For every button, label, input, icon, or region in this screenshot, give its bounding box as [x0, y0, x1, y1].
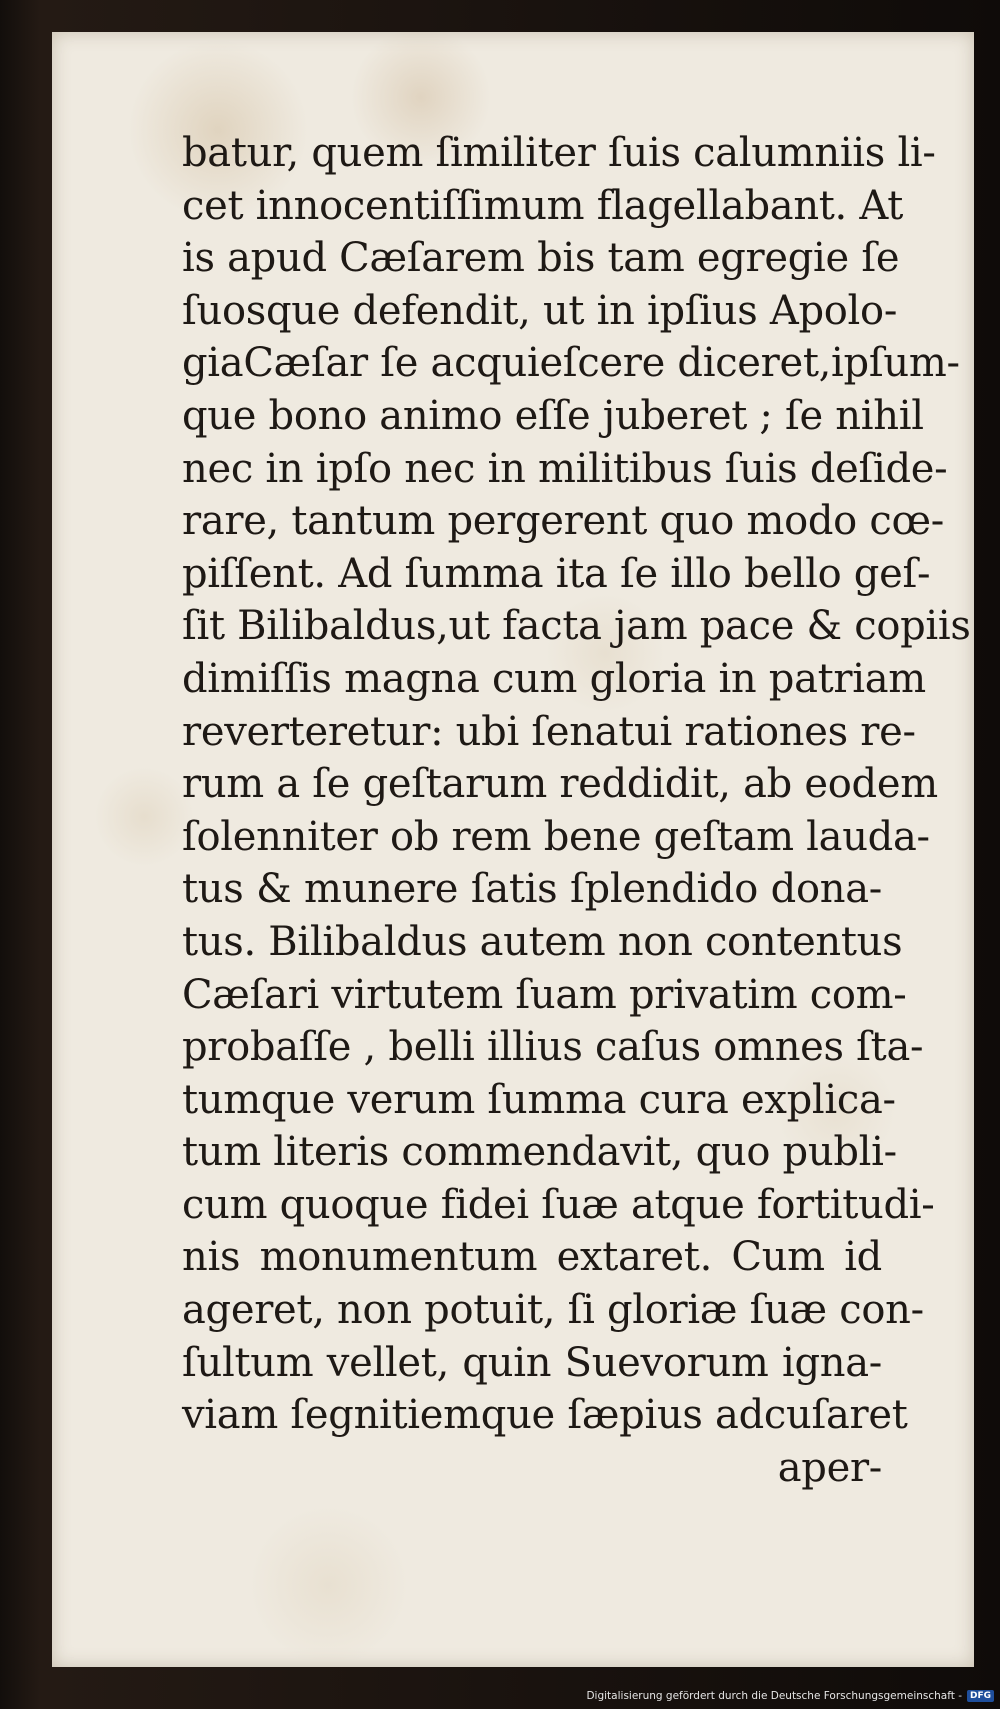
text-line: ageret, non potuit, ſi gloriæ ſuæ con- [182, 1287, 924, 1334]
book-page [52, 32, 974, 1667]
text-line: giaCæſar ſe acquieſcere diceret,ipſum- [182, 340, 960, 387]
text-line: ſultum vellet, quin Suevorum igna- [182, 1339, 882, 1386]
text-line: Cæſari virtutem ſuam privatim com- [182, 971, 907, 1018]
text-line: reverteretur: ubi ſenatui rationes re- [182, 708, 916, 755]
text-line: tus & munere ſatis ſplendido dona- [182, 866, 882, 913]
text-line: rum a ſe geſtarum reddidit, ab eodem [182, 761, 938, 808]
catchword: aper- [777, 1444, 882, 1491]
text-line: tum literis commendavit, quo publi- [182, 1129, 897, 1176]
text-line: viam ſegnitiemque ſæpius adcuſaret [182, 1392, 908, 1439]
dfg-logo-icon: DFG [967, 1690, 994, 1702]
funding-notice: Digitalisierung gefördert durch die Deutsche Forschungsgemeinschaft - [586, 1690, 962, 1702]
text-line: tumque verum ſumma cura explica- [182, 1076, 896, 1123]
page-text-block [182, 127, 971, 1494]
text-line: dimiſſis magna cum gloria in patriam [182, 655, 926, 702]
text-line: nec in ipſo nec in militibus ſuis deſide- [182, 445, 948, 492]
digitization-footer [586, 1686, 1000, 1706]
text-line: tus. Bilibaldus autem non contentus [182, 918, 903, 965]
text-line: ſolenniter ob rem bene geſtam lauda- [182, 813, 930, 860]
text-line: rare, tantum pergerent quo modo cœ- [182, 498, 944, 545]
text-line: is apud Cæſarem bis tam egregie ſe [182, 235, 900, 282]
text-line: probaſſe , belli illius caſus omnes ſta- [182, 1024, 924, 1071]
text-line: cet innocentiſſimum flagellabant. At [182, 182, 904, 229]
text-line: que bono animo eſſe juberet ; ſe nihil [182, 392, 924, 439]
text-line: ſuosque defendit, ut in ipſius Apolo- [182, 287, 898, 334]
text-line: piſſent. Ad ſumma ita ſe illo bello geſ- [182, 550, 931, 597]
text-line: cum quoque fidei ſuæ atque fortitudi- [182, 1181, 935, 1228]
text-line: ſit Bilibaldus,ut facta jam pace & copiis [182, 603, 971, 650]
text-line: batur, quem ſimiliter ſuis calumniis li- [182, 130, 936, 176]
text-line: nis monumentum extaret. Cum id [182, 1234, 882, 1281]
